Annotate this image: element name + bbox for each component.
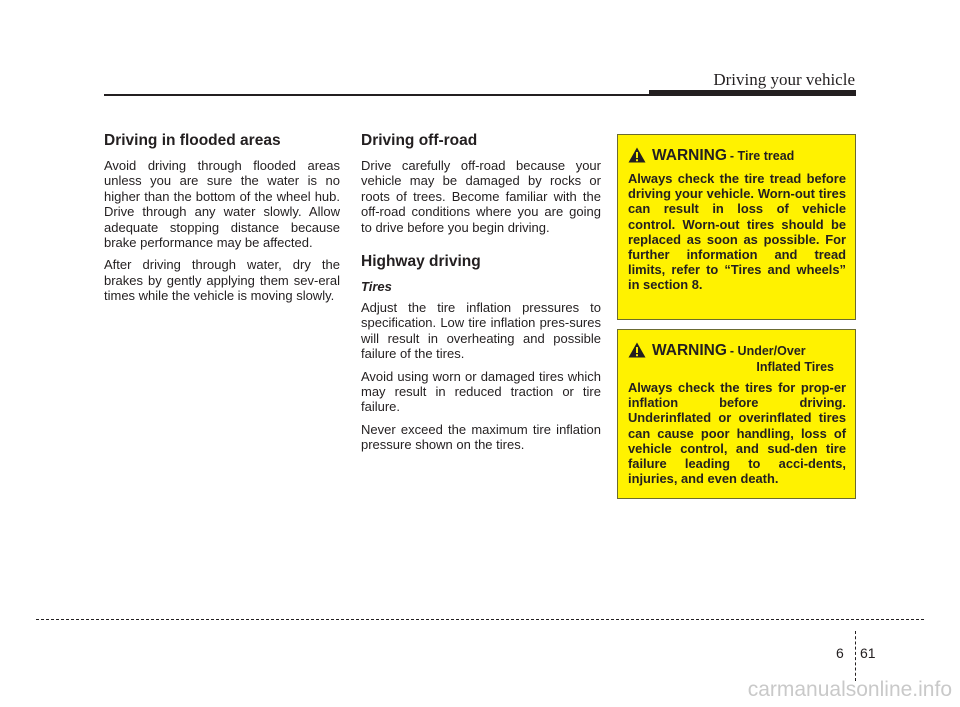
- warning-triangle-icon: [628, 147, 646, 163]
- chapter-number: 6: [836, 645, 844, 661]
- warning-title: WARNING: [652, 342, 727, 359]
- paragraph: Never exceed the maximum tire inflation pressure shown on the tires.: [361, 421, 601, 453]
- warning-body: Always check the tire tread before driving your vehicle. Worn-out tires can result in loss of vehicle control. Worn-out tires should be replaced as soon as possible. For further information and tread limits, refer to “Tires and wheels” in section 8.: [628, 171, 846, 293]
- paragraph: Avoid using worn or damaged tires which may result in reduced traction or tire failure.: [361, 368, 601, 415]
- column-middle: [361, 132, 601, 460]
- warning-title: WARNING: [652, 147, 727, 164]
- paragraph: Drive carefully off-road because your vehicle may be damaged by rocks or roots of trees. Become familiar with the off-road conditions where you are going to drive before you begin driving.: [361, 158, 601, 235]
- warning-subtitle: - Under/Over: [729, 344, 806, 358]
- watermark: carmanualsonline.info: [747, 678, 952, 701]
- warning-box-tire-tread: [617, 134, 856, 320]
- warning-header: [628, 342, 846, 374]
- section-heading-highway: Highway driving: [361, 253, 481, 271]
- footer-rule: [36, 619, 924, 620]
- paragraph: Avoid driving through flooded areas unless you are sure the water is no higher than the bottom of the wheel hub. Drive through any water slowly. Allow adequate stopping distance because brake performance may be affected.: [104, 158, 340, 251]
- subheading-tires: Tires: [361, 279, 392, 295]
- header-rule-accent: [649, 90, 856, 96]
- warning-subtitle-line2: Inflated Tires: [756, 360, 834, 374]
- warning-box-inflation: [617, 329, 856, 499]
- running-header: Driving your vehicle: [713, 70, 855, 89]
- warning-subtitle: - Tire tread: [729, 149, 795, 163]
- warning-body: Always check the tires for prop-er inflation before driving. Underinflated or overinflated tires can cause poor handling, loss of vehicle control, and sud-den tire failure leading to acci-dents, injuries, and even death.: [628, 380, 846, 487]
- footer-divider: [855, 631, 856, 681]
- warning-triangle-icon: [628, 342, 646, 358]
- section-heading-flooded: Driving in flooded areas: [104, 132, 281, 149]
- paragraph: Adjust the tire inflation pressures to specification. Low tire inflation pres-sures will result in overheating and possible failure of the tires.: [361, 300, 601, 362]
- section-heading-offroad: Driving off-road: [361, 132, 478, 149]
- page-number: 61: [860, 645, 876, 661]
- warning-header: [628, 147, 846, 165]
- paragraph: After driving through water, dry the brakes by gently applying them sev-eral times while the vehicle is moving slowly.: [104, 257, 340, 304]
- column-left: [104, 132, 340, 311]
